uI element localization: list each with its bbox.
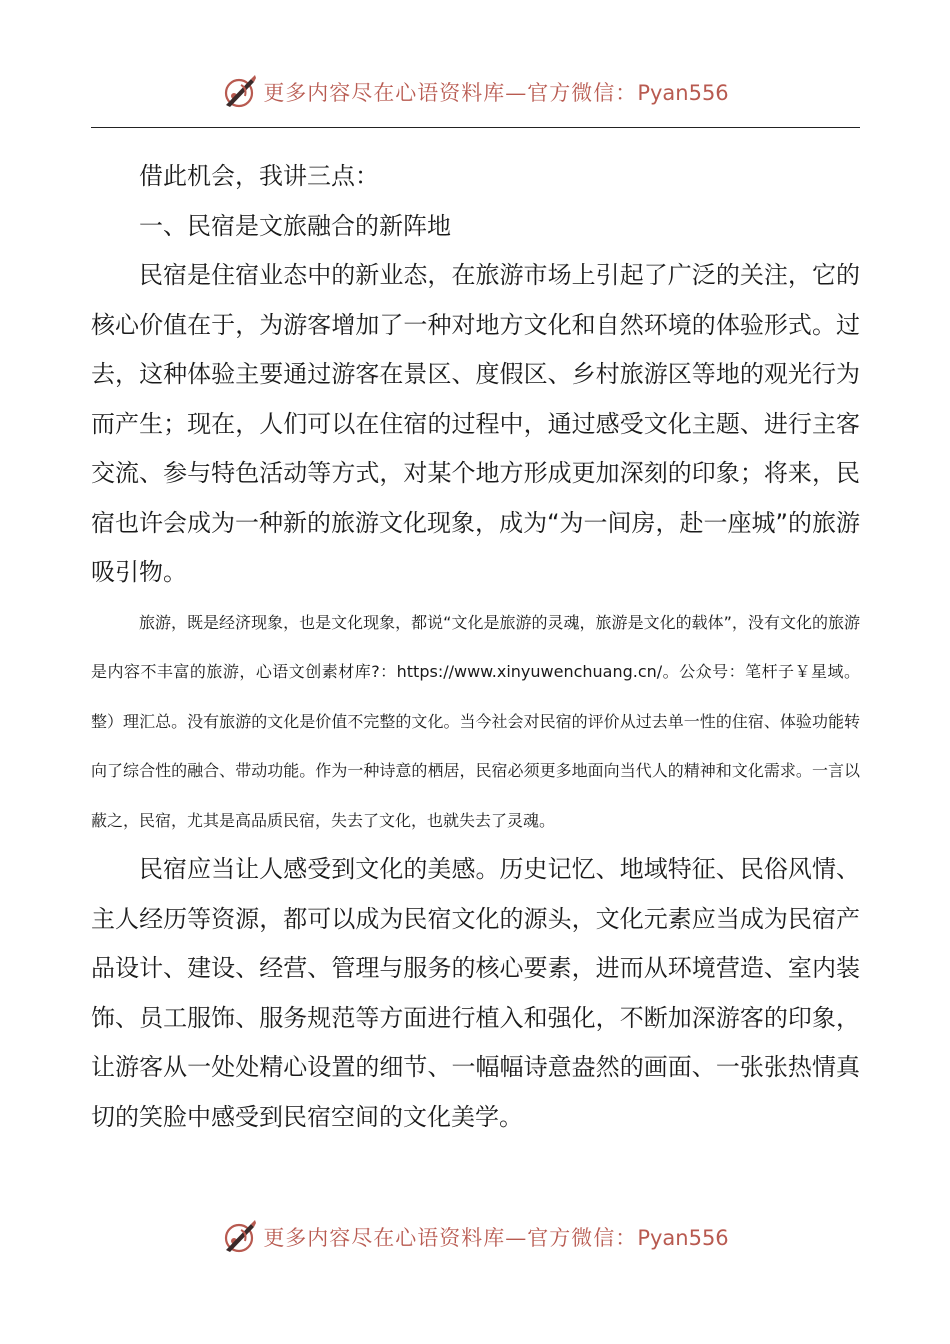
footer-banner	[0, 1215, 950, 1259]
footer-banner-text: 更多内容尽在心语资料库—官方微信：Pyan556	[263, 1226, 729, 1250]
paragraph-1: 民宿是住宿业态中的新业态，在旅游市场上引起了广泛的关注，它的核心价值在于，为游客增加了一种对地方文化和自然环境的体验形式。过去，这种体验主要通过游客在景区、度假区、乡村旅游区等地的观光行为而产生；现在，人们可以在住宿的过程中，通过感受文化主题、进行主客交流、参与特色活动等方式，对某个地方形成更加深刻的印象；将来，民宿也许会成为一种新的旅游文化现象，成为“为一间房，赴一座城”的旅游吸引物。	[91, 261, 860, 586]
document-body	[91, 152, 860, 1142]
paragraph-2: 旅游，既是经济现象，也是文化现象，都说“文化是旅游的灵魂，旅游是文化的载体”，没有文化的旅游是内容不丰富的旅游，心语文创素材库?：https://www.xinyuwenchuang.cn/。公众号：笔杆子￥星域。整）理汇总。没有旅游的文化是价值不完整的文化。当今社会对民宿的评价从过去单一性的住宿、体验功能转向了综合性的融合、带动功能。作为一种诗意的栖居，民宿必须更多地面向当代人的精神和文化需求。一言以蔽之，民宿，尤其是高品质民宿，失去了文化，也就失去了灵魂。	[91, 612, 860, 830]
footer-wechat-id: Pyan556	[637, 1226, 729, 1250]
pen-logo-icon	[221, 1219, 257, 1255]
paragraph-3: 民宿应当让人感受到文化的美感。历史记忆、地域特征、民俗风情、主人经历等资源，都可以成为民宿文化的源头，文化元素应当成为民宿产品设计、建设、经营、管理与服务的核心要素，进而从环境营造、室内装饰、员工服饰、服务规范等方面进行植入和强化，不断加深游客的印象，让游客从一处处精心设置的细节、一幅幅诗意盎然的画面、一张张热情真切的笑脸中感受到民宿空间的文化美学。	[91, 855, 860, 1131]
header-banner	[0, 70, 950, 114]
intro-line: 借此机会，我讲三点：	[139, 162, 379, 190]
header-wechat-id: Pyan556	[637, 81, 729, 105]
header-banner-text: 更多内容尽在心语资料库—官方微信：Pyan556	[263, 81, 729, 105]
section-heading-1: 一、民宿是文旅融合的新阵地	[139, 211, 451, 240]
pen-logo-icon	[221, 74, 257, 110]
header-divider	[91, 127, 860, 128]
